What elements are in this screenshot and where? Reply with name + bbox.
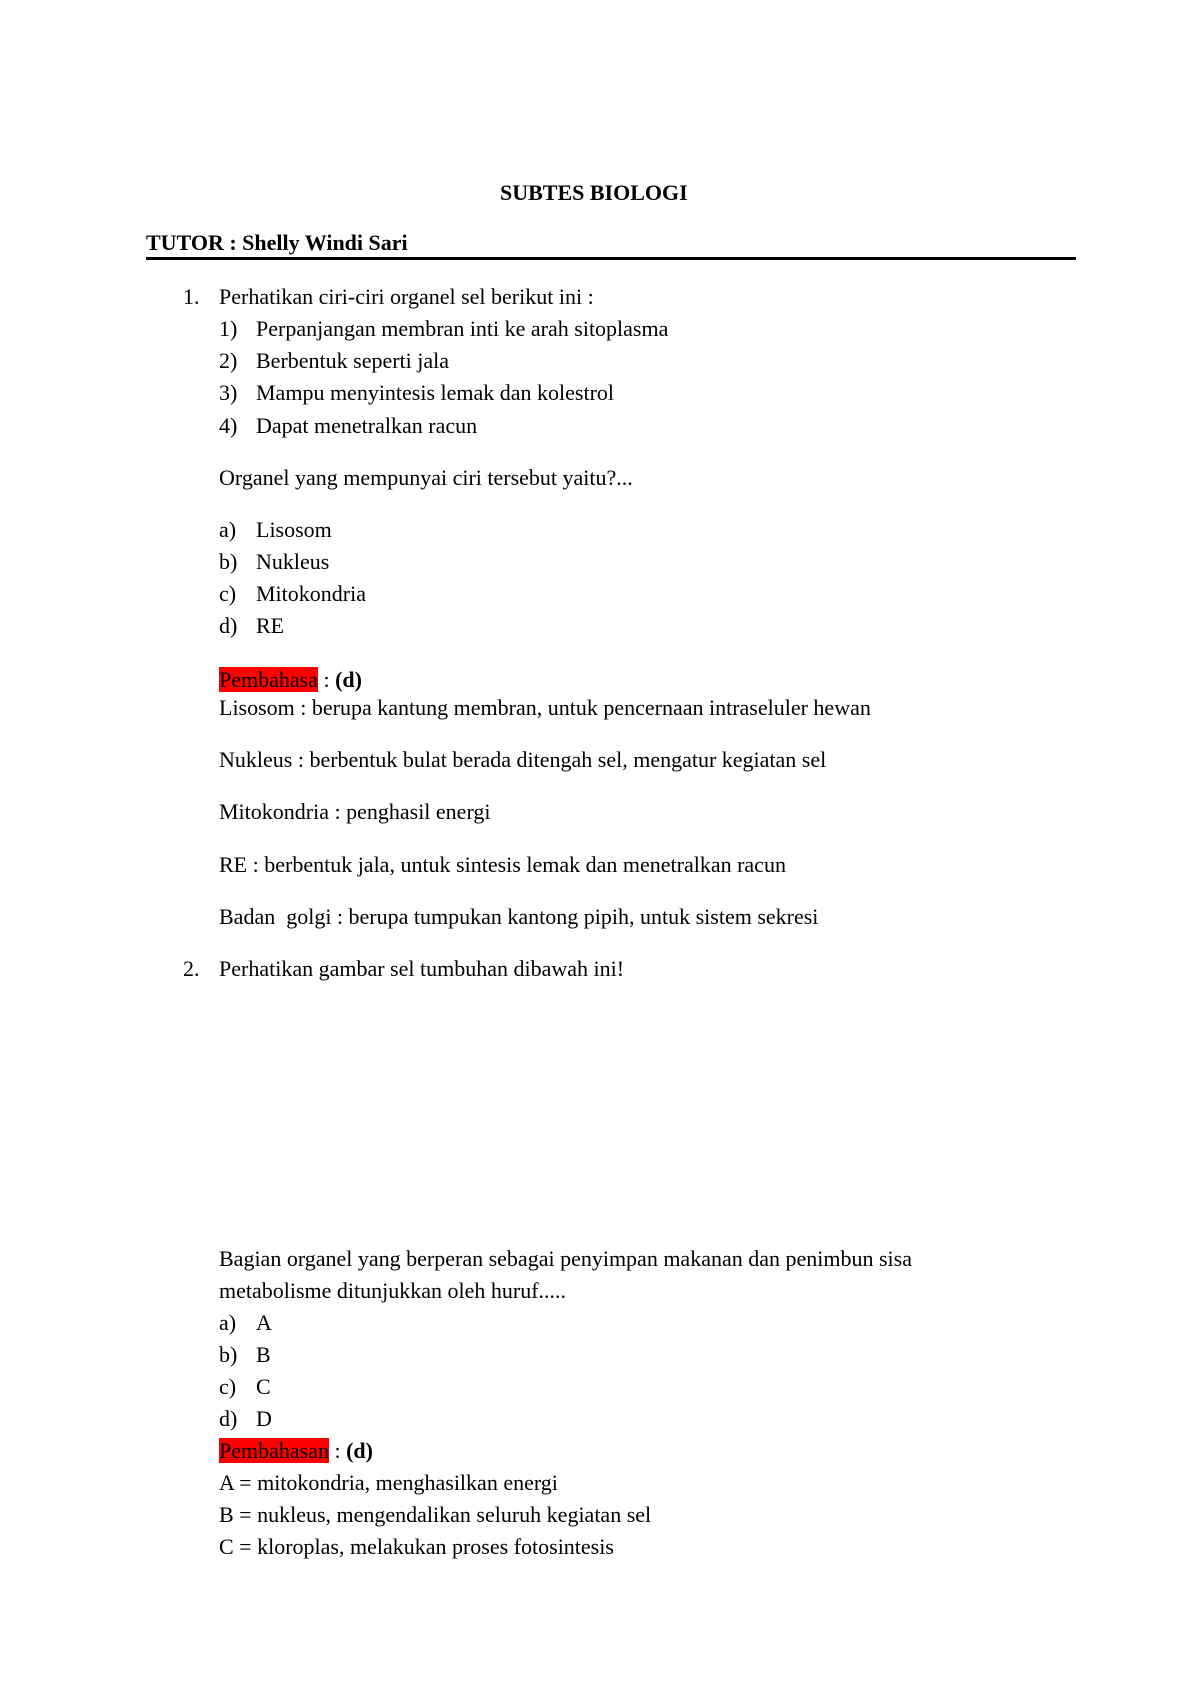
- tutor-name: Shelly Windi Sari: [242, 230, 408, 255]
- q2-explanation: A = mitokondria, menghasilkan energi: [219, 1470, 558, 1495]
- q2-option-text: D: [256, 1406, 272, 1431]
- q1-item-text: Berbentuk seperti jala: [256, 348, 450, 373]
- q1-item-text: Perpanjangan membran inti ke arah sitoplasma: [256, 316, 669, 341]
- q1-option-letter: b): [219, 549, 238, 574]
- q2-option-letter: a): [219, 1310, 237, 1335]
- q1-item-text: Mampu menyintesis lemak dan kolestrol: [256, 380, 615, 405]
- q1-number: 1.: [183, 284, 200, 309]
- q1-option-text: Nukleus: [256, 549, 330, 574]
- q1-explanation: Badan golgi : berupa tumpukan kantong pipih, untuk sistem sekresi: [219, 904, 819, 929]
- q1-discussion-label: Pembahasa: [219, 667, 318, 692]
- q1-option-text: Mitokondria: [256, 581, 366, 606]
- q1-item-number: 2): [219, 348, 238, 373]
- q2-explanation: B = nukleus, mengendalikan seluruh kegiatan sel: [219, 1502, 652, 1527]
- q2-prompt: Perhatikan gambar sel tumbuhan dibawah ini!: [219, 956, 625, 981]
- q1-discussion-answer: (d): [335, 667, 362, 692]
- q2-option-letter: d): [219, 1406, 238, 1431]
- q1-explanation: Nukleus : berbentuk bulat berada ditengah sel, mengatur kegiatan sel: [219, 747, 827, 772]
- q2-number: 2.: [183, 956, 200, 981]
- q1-question: Organel yang mempunyai ciri tersebut yaitu?...: [219, 465, 633, 490]
- q2-explanation: C = kloroplas, melakukan proses fotosintesis: [219, 1534, 614, 1559]
- q1-discussion-line: [219, 669, 362, 691]
- q2-option-text: C: [256, 1374, 271, 1399]
- q1-option-letter: a): [219, 517, 237, 542]
- q2-question-line: Bagian organel yang berperan sebagai penyimpan makanan dan penimbun sisa: [219, 1246, 912, 1271]
- q1-option-text: RE: [256, 613, 285, 638]
- header-divider: [146, 257, 1076, 260]
- q2-option-text: B: [256, 1342, 271, 1367]
- page-title: SUBTES BIOLOGI: [500, 180, 688, 205]
- q1-explanation: Mitokondria : penghasil energi: [219, 799, 491, 824]
- q2-discussion-label: Pembahasan: [219, 1438, 329, 1463]
- q1-discussion-separator: :: [317, 667, 336, 692]
- q1-item-number: 3): [219, 380, 238, 405]
- q1-option-letter: d): [219, 613, 238, 638]
- q2-option-letter: b): [219, 1342, 238, 1367]
- q1-explanation: Lisosom : berupa kantung membran, untuk pencernaan intraseluler hewan: [219, 695, 871, 720]
- q1-option-letter: c): [219, 581, 237, 606]
- q2-discussion-separator: :: [328, 1438, 347, 1463]
- q1-prompt: Perhatikan ciri-ciri organel sel berikut ini :: [219, 284, 594, 309]
- q2-option-text: A: [256, 1310, 272, 1335]
- q1-explanation: RE : berbentuk jala, untuk sintesis lemak dan menetralkan racun: [219, 852, 786, 877]
- q1-item-number: 1): [219, 316, 238, 341]
- q2-discussion-line: [219, 1440, 373, 1462]
- q2-question-line: metabolisme ditunjukkan oleh huruf.....: [219, 1278, 567, 1303]
- tutor-line: [146, 232, 408, 254]
- tutor-label: TUTOR :: [146, 230, 237, 255]
- q1-item-number: 4): [219, 413, 238, 438]
- q1-item-text: Dapat menetralkan racun: [256, 413, 478, 438]
- q2-option-letter: c): [219, 1374, 237, 1399]
- q1-option-text: Lisosom: [256, 517, 332, 542]
- q2-discussion-answer: (d): [346, 1438, 373, 1463]
